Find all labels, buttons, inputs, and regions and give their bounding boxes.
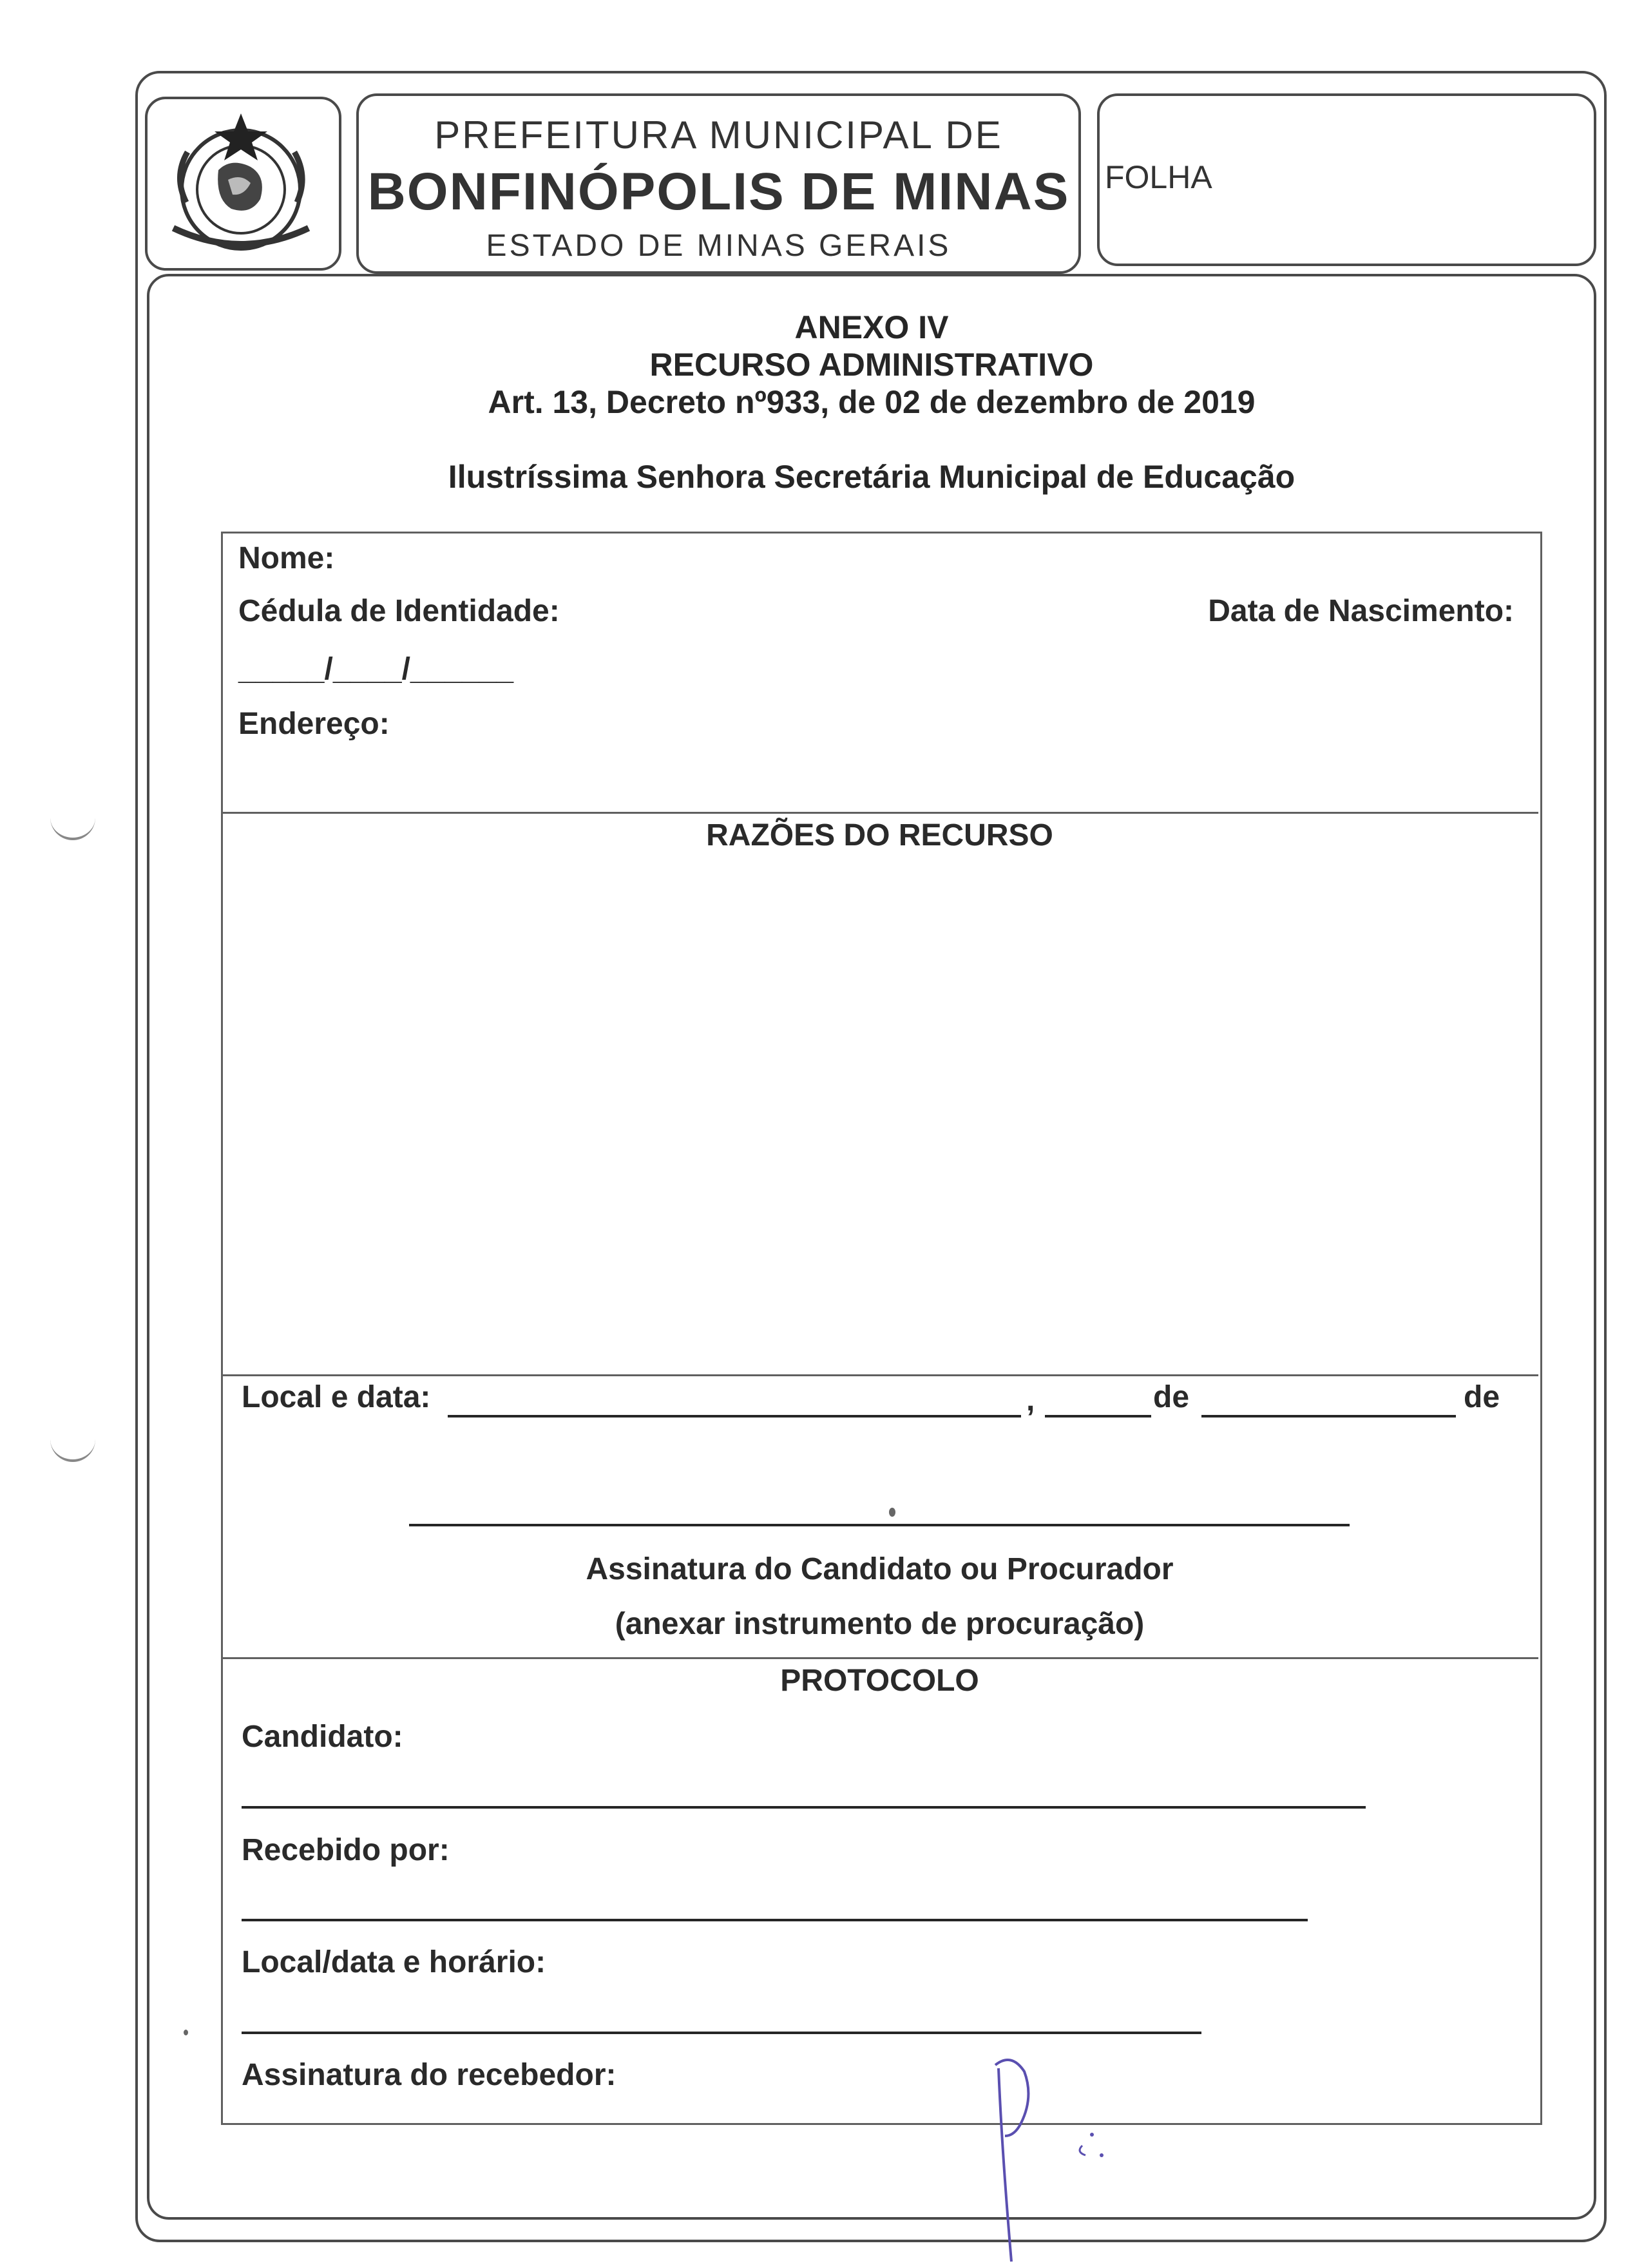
assinatura-recebedor-label: Assinatura do recebedor: [242,2058,616,2092]
header-municipality-name: BONFINÓPOLIS DE MINAS [367,162,1070,221]
header-line-1: PREFEITURA MUNICIPAL DE [434,113,1003,157]
razoes-heading: RAZÕES DO RECURSO [706,818,1053,852]
scan-speck [889,1508,895,1517]
logo-box [145,97,341,271]
local-data-horario-label: Local/data e horário: [242,1945,546,1979]
section-divider [221,1374,1538,1376]
local-data-horario-field-line[interactable] [242,2032,1201,2034]
salutation: Ilustríssima Senhora Secretária Municipal de Educação [448,459,1295,495]
cedula-label: Cédula de Identidade: [238,594,560,628]
nome-label: Nome: [238,541,335,575]
header-state: ESTADO DE MINAS GERAIS [486,229,951,263]
section-divider [221,812,1538,814]
folha-label: FOLHA [1105,159,1212,195]
signature-label: Assinatura do Candidato ou Procurador [586,1552,1174,1586]
birth-date-placeholder[interactable]: _____/____/______ [238,652,514,686]
recebido-label: Recebido por: [242,1833,450,1867]
scan-speck [184,2030,188,2035]
candidato-field-line[interactable] [242,1806,1366,1809]
municipal-seal-logo [148,99,339,268]
local-field-line[interactable] [448,1415,1021,1418]
section-divider [221,1657,1538,1659]
de-label-1: de [1153,1380,1190,1414]
local-data-label: Local e data: [242,1380,431,1414]
day-field-line[interactable] [1045,1415,1151,1418]
candidato-label: Candidato: [242,1720,403,1754]
protocolo-heading: PROTOCOLO [780,1664,979,1698]
signature-note: (anexar instrumento de procuração) [615,1607,1145,1641]
endereco-label: Endereço: [238,707,390,741]
annex-number: ANEXO IV [794,309,949,345]
comma-separator: , [1026,1383,1035,1418]
handwritten-initials-signature [986,2052,1127,2268]
signature-line[interactable] [409,1524,1350,1526]
document-title: RECURSO ADMINISTRATIVO [649,347,1094,383]
legal-reference: Art. 13, Decreto nº933, de 02 de dezembro de 2019 [488,384,1256,420]
de-label-2: de [1464,1380,1500,1414]
hole-punch-mark [50,812,95,840]
month-field-line[interactable] [1201,1415,1456,1418]
recebido-field-line[interactable] [242,1919,1308,1921]
hole-punch-mark [50,1434,95,1462]
razoes-text-area[interactable] [225,857,1533,1366]
data-nascimento-label: Data de Nascimento: [1208,594,1514,628]
